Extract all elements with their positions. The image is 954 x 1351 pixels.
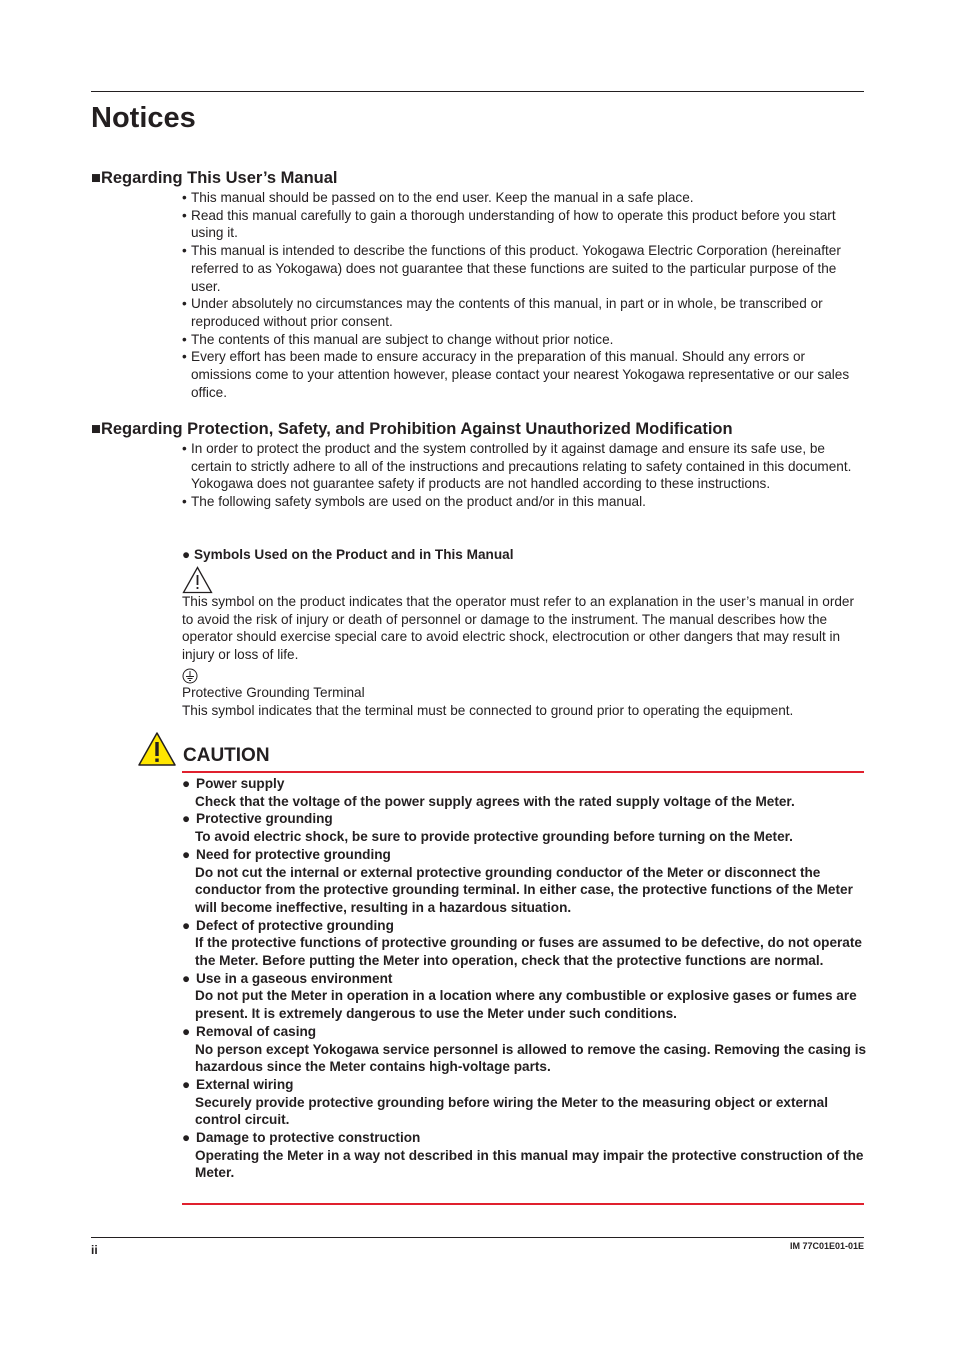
manual-notice-list bbox=[182, 189, 862, 401]
caution-item-title: Defect of protective grounding bbox=[196, 917, 394, 933]
caution-item-body: Do not cut the internal or external protective grounding conductor of the Meter or disconnect the conductor from the protective grounding terminal. In either case, the protective functions of the Meter will become ineffective, resulting in a hazardous situation. bbox=[195, 864, 853, 915]
list-item-text: This manual should be passed on to the end user. Keep the manual in a safe place. bbox=[191, 190, 694, 205]
caution-item bbox=[182, 970, 867, 1023]
caution-triangle-icon bbox=[137, 731, 177, 767]
ground-description: This symbol indicates that the terminal must be connected to ground prior to operating the equipment. bbox=[182, 703, 794, 718]
document-code: IM 77C01E01-01E bbox=[789, 1241, 864, 1251]
caution-item-title: External wiring bbox=[196, 1076, 294, 1092]
bullet: • bbox=[182, 190, 187, 205]
caution-item-title: Use in a gaseous environment bbox=[196, 970, 393, 986]
list-item-text: The contents of this manual are subject to change without prior notice. bbox=[191, 331, 614, 347]
bullet: • bbox=[182, 243, 187, 259]
caution-item-body: To avoid electric shock, be sure to provide protective grounding before turning on the Meter. bbox=[195, 829, 793, 845]
caution-label: CAUTION bbox=[183, 745, 270, 766]
caution-top-rule bbox=[182, 771, 864, 773]
protection-notice-list bbox=[182, 440, 862, 511]
list-item-text: In order to protect the product and the system controlled by it against damage and ensure its safe use, be certain to strictly adhere to all of the instructions and precautions relating to safety contained in this document. Yokogawa does not guarantee safety if products are not handled according to these instructions. bbox=[191, 441, 852, 492]
bullet: ● bbox=[182, 1130, 191, 1146]
bullet: • bbox=[182, 331, 187, 347]
caution-item-title: Damage to protective construction bbox=[196, 1130, 421, 1146]
warning-triangle-icon bbox=[182, 566, 213, 594]
caution-item-body: Do not put the Meter in operation in a location where any combustible or explosive gases or fumes are present. It is extremely dangerous to use the Meter under such conditions. bbox=[195, 988, 857, 1022]
list-item-text: The following safety symbols are used on the product and/or in this manual. bbox=[191, 494, 646, 510]
caution-bottom-rule bbox=[182, 1203, 864, 1205]
section-marker: ■ bbox=[91, 420, 101, 438]
caution-item bbox=[182, 775, 867, 810]
list-item bbox=[182, 242, 862, 295]
caution-item-body: Operating the Meter in a way not described in this manual may impair the protective construction of the Meter. bbox=[195, 1147, 864, 1181]
caution-item bbox=[182, 810, 867, 845]
top-rule bbox=[91, 91, 864, 92]
bullet: ● bbox=[182, 846, 191, 862]
caution-item-title: Removal of casing bbox=[196, 1023, 317, 1039]
list-item bbox=[182, 348, 862, 401]
caution-item-body: Securely provide protective grounding before wiring the Meter to the measuring object or external control circuit. bbox=[195, 1094, 828, 1128]
bullet: • bbox=[182, 494, 187, 510]
caution-item-title: Power supply bbox=[196, 776, 285, 791]
list-item bbox=[182, 493, 862, 511]
caution-item bbox=[182, 846, 867, 917]
symbols-heading: ● Symbols Used on the Product and in This Manual bbox=[182, 547, 514, 562]
bullet: • bbox=[182, 296, 187, 312]
page-number: ii bbox=[91, 1243, 98, 1257]
caution-item bbox=[182, 1129, 867, 1182]
caution-item bbox=[182, 1076, 867, 1129]
list-item bbox=[182, 295, 862, 330]
bullet: ● bbox=[182, 917, 191, 933]
list-item-text: Read this manual carefully to gain a thorough understanding of how to operate this product before you start using it. bbox=[191, 207, 836, 241]
bullet: • bbox=[182, 349, 187, 365]
bullet: ● bbox=[182, 811, 191, 827]
bullet: • bbox=[182, 441, 187, 456]
bullet: ● bbox=[182, 970, 191, 986]
section-heading-manual bbox=[91, 168, 338, 188]
list-item-text: Under absolutely no circumstances may the contents of this manual, in part or in whole, be transcribed or reproduced without prior consent. bbox=[191, 296, 823, 329]
bullet: • bbox=[182, 207, 187, 223]
caution-item-title: Protective grounding bbox=[196, 811, 333, 827]
caution-item-body: No person except Yokogawa service personnel is allowed to remove the casing. Removing the casing is hazardous since the Meter contains high-voltage parts. bbox=[195, 1041, 867, 1075]
section-marker: ■ bbox=[91, 169, 101, 187]
list-item bbox=[182, 440, 862, 493]
caution-item bbox=[182, 1023, 867, 1076]
caution-item-body: Check that the voltage of the power supply agrees with the rated supply voltage of the Meter. bbox=[195, 793, 795, 809]
section-heading-protection bbox=[91, 419, 733, 439]
list-item bbox=[182, 189, 862, 207]
caution-list bbox=[182, 775, 867, 1182]
list-item bbox=[182, 207, 862, 242]
protective-ground-icon bbox=[182, 668, 198, 684]
list-item bbox=[182, 331, 862, 349]
section-heading-text: Regarding Protection, Safety, and Prohibition Against Unauthorized Modification bbox=[100, 420, 733, 438]
warning-symbol-description: This symbol on the product indicates that the operator must refer to an explanation in the user’s manual in order to avoid the risk of injury or death of personnel or damage to the instrument. The manual describes how the operator should exercise special care to avoid electric shock, electrocution or other dangers that may result in injury or loss of life. bbox=[182, 594, 855, 663]
page-title: Notices bbox=[91, 102, 196, 134]
list-item-text: This manual is intended to describe the functions of this product. Yokogawa Electric Corporation (hereinafter referred to as Yokogawa) does not guarantee that these functions are suited to the particular purpose of the user. bbox=[191, 243, 841, 294]
bullet: ● bbox=[182, 1076, 191, 1092]
footer-rule bbox=[91, 1237, 864, 1238]
caution-item-title: Need for protective grounding bbox=[196, 846, 391, 862]
bullet: ● bbox=[182, 1023, 191, 1039]
caution-item bbox=[182, 917, 867, 970]
section-heading-text: Regarding This User’s Manual bbox=[100, 169, 338, 187]
list-item-text: Every effort has been made to ensure accuracy in the preparation of this manual. Should any errors or omissions come to your attention however, please contact your nearest Yokogawa representative or our sales office. bbox=[191, 349, 850, 400]
caution-item-body: If the protective functions of protective grounding or fuses are assumed to be defective, do not operate the Meter. Before putting the Meter into operation, check that the protective functions are normal. bbox=[195, 935, 862, 969]
bullet: ● bbox=[182, 776, 191, 791]
ground-label: Protective Grounding Terminal bbox=[182, 685, 365, 700]
